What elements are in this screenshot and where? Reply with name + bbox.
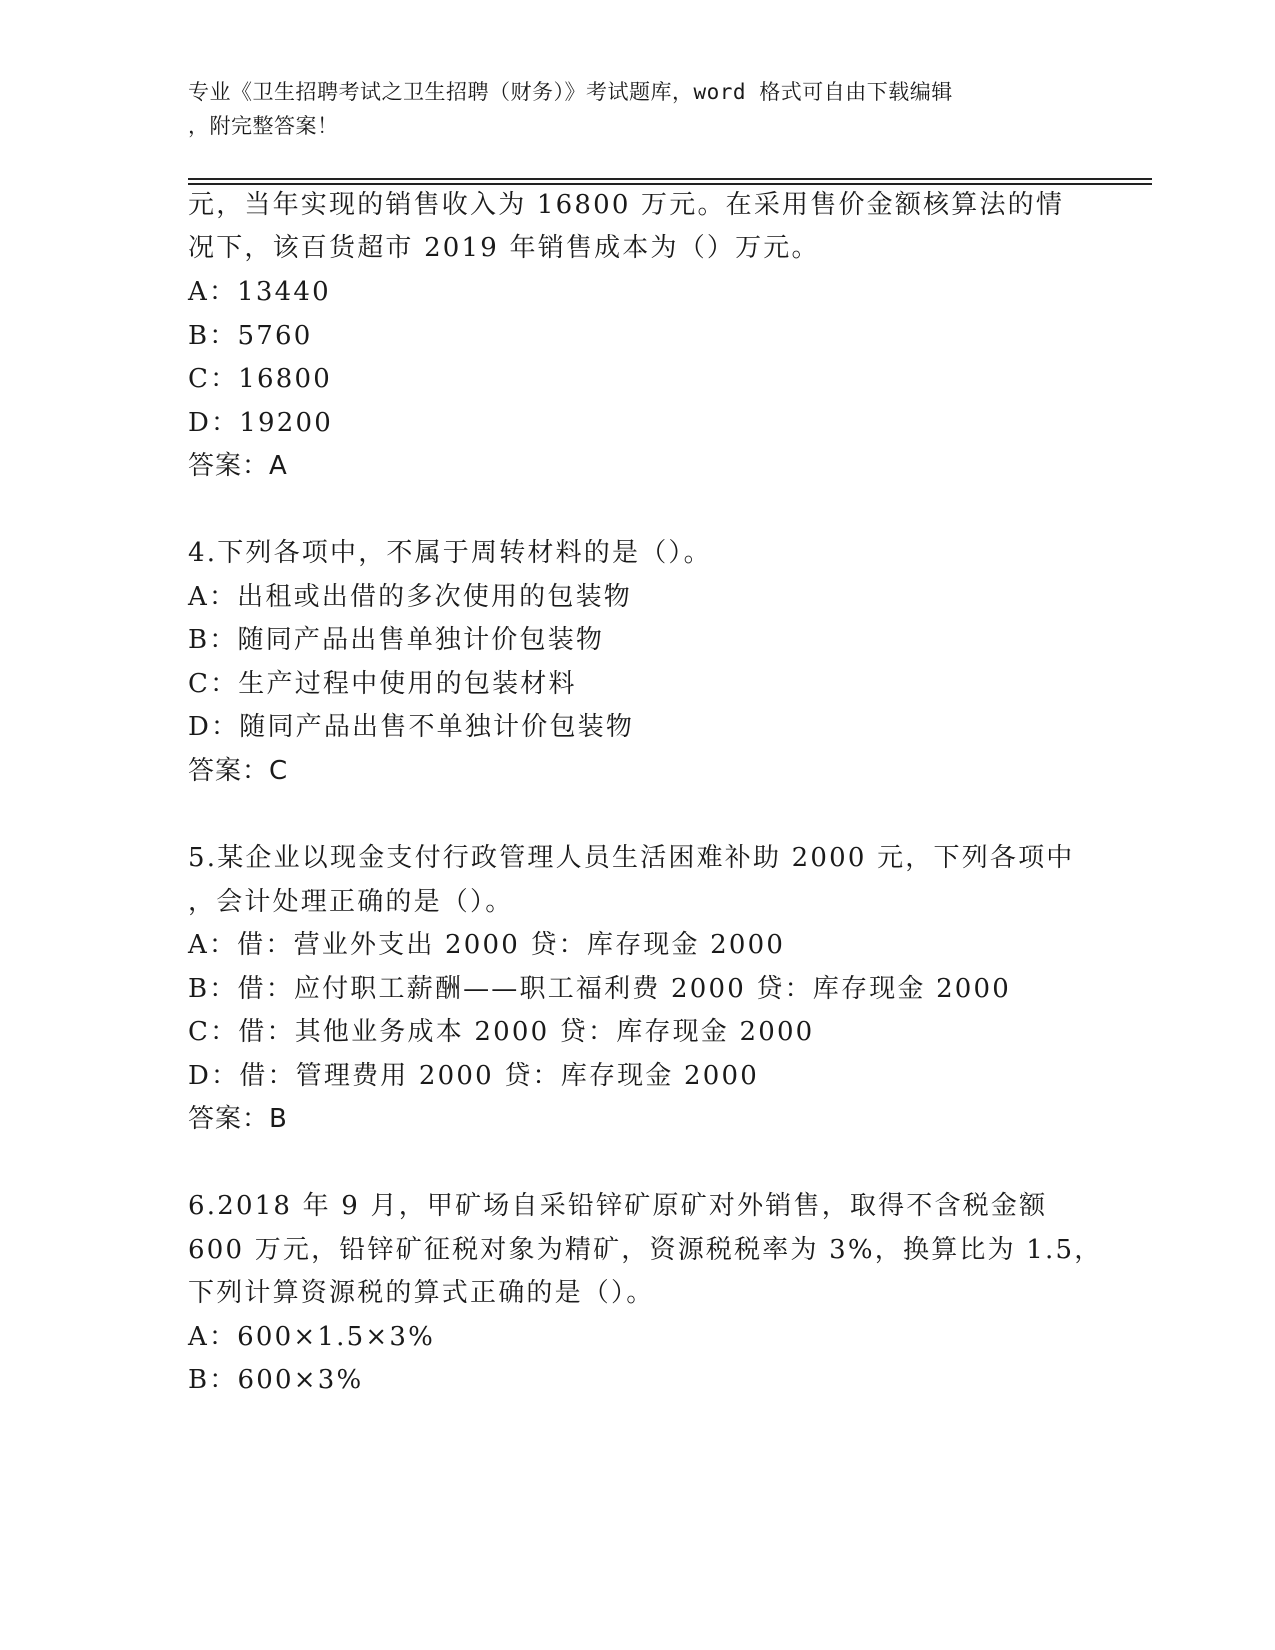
question-5-stem-line-1: 5.某企业以现金支付行政管理人员生活困难补助 2000 元，下列各项中: [188, 843, 1075, 873]
question-3-option-c: C：16800: [188, 364, 333, 394]
question-5-option-b: B：借：应付职工薪酬——职工福利费 2000 贷：库存现金 2000: [188, 974, 1012, 1004]
question-3-answer: 答案：A: [188, 451, 288, 481]
question-5-option-c: C：借：其他业务成本 2000 贷：库存现金 2000: [188, 1017, 815, 1047]
header-divider-bottom: [188, 183, 1152, 185]
document-header-line-1: 专业《卫生招聘考试之卫生招聘（财务）》考试题库，word 格式可自由下载编辑: [188, 80, 953, 104]
question-5-option-a: A：借：营业外支出 2000 贷：库存现金 2000: [188, 930, 786, 960]
question-5-answer: 答案：B: [188, 1104, 288, 1134]
question-3-stem-line-2: 况下，该百货超市 2019 年销售成本为（）万元。: [188, 233, 820, 263]
question-4-option-d: D：随同产品出售不单独计价包装物: [188, 712, 635, 742]
question-3-option-d: D：19200: [188, 408, 333, 438]
question-3-option-b: B：5760: [188, 321, 313, 351]
question-5-stem-line-2: ，会计处理正确的是（）。: [188, 887, 514, 917]
question-6-stem-line-3: 下列计算资源税的算式正确的是（）。: [188, 1278, 655, 1308]
question-4-option-a: A：出租或出借的多次使用的包装物: [188, 582, 632, 612]
question-3-option-a: A：13440: [188, 277, 331, 307]
question-6-option-b: B：600×3%: [188, 1365, 364, 1395]
document-header-line-2: ，附完整答案！: [188, 114, 339, 138]
question-4-answer: 答案：C: [188, 756, 289, 786]
question-4-option-b: B：随同产品出售单独计价包装物: [188, 625, 605, 655]
question-6-option-a: A：600×1.5×3%: [188, 1322, 435, 1352]
question-3-stem-line-1: 元，当年实现的销售收入为 16800 万元。在采用售价金额核算法的情: [188, 190, 1065, 220]
question-4-stem-line-1: 4.下列各项中，不属于周转材料的是（）。: [188, 538, 712, 568]
header-divider-top: [188, 178, 1152, 180]
question-6-stem-line-2: 600 万元，铅锌矿征税对象为精矿，资源税税率为 3%，换算比为 1.5，: [188, 1235, 1103, 1265]
question-6-stem-line-1: 6.2018 年 9 月，甲矿场自采铅锌矿原矿对外销售，取得不含税金额: [188, 1191, 1048, 1221]
question-5-option-d: D：借：管理费用 2000 贷：库存现金 2000: [188, 1061, 759, 1091]
question-4-option-c: C：生产过程中使用的包装材料: [188, 669, 577, 699]
